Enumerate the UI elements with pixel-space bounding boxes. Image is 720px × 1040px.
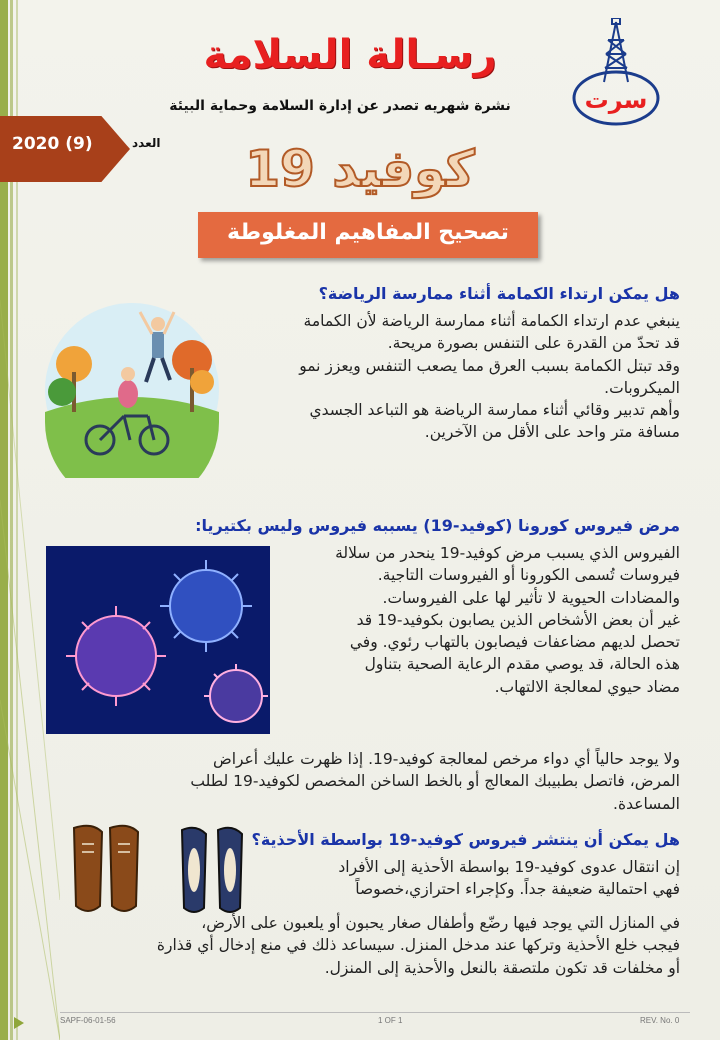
issue-number: 2020 (9)	[12, 134, 93, 154]
body-line: فيجب خلع الأحذية وتركها عند مدخل المنزل. سيساعد ذلك في منع إدخال أي قذارة	[156, 936, 680, 955]
topic-title: كوفيد 19	[245, 140, 475, 198]
topic-banner-text: تصحيح المفاهيم المغلوطة	[227, 220, 509, 245]
footer-divider	[60, 1012, 690, 1013]
next-arrow-icon[interactable]	[12, 1016, 26, 1030]
logo-text: سرت	[584, 86, 648, 114]
section-heading: مرض فيروس كورونا (كوفيد-19) يسببه فيروس وليس بكتيريا:	[195, 516, 680, 535]
body-line: ولا يوجد حالياً أي دواء مرخص لمعالجة كوفيد-19. إذا ظهرت عليك أعراض	[212, 750, 680, 768]
body-line: وأهم تدبير وقائي أثناء ممارسة الرياضة هو التباعد الجسدي	[309, 401, 680, 420]
section-body	[280, 856, 680, 901]
body-line: الفيروس الذي يسبب مرض كوفيد-19 ينحدر من سلالة	[335, 544, 680, 562]
body-line: إن انتقال عدوى كوفيد-19 بواسطة الأحذية إلى الأفراد	[338, 858, 680, 876]
body-line: مسافة متر واحد على الأقل من الآخرين.	[424, 423, 680, 442]
footer-doc-code: SAPF-06-01-56	[60, 1016, 116, 1025]
section-body	[60, 912, 680, 979]
body-line: الميكروبات.	[604, 378, 680, 397]
cycling-illustration	[44, 302, 220, 478]
body-line: في المنازل التي يوجد فيها رضّع وأطفال صغار يحبون أو يلعبون على الأرض،	[201, 914, 680, 932]
issue-label: العدد	[132, 136, 161, 150]
body-line: تحصل لديهم مضاعفات فيصابون بالتهاب رئوي. وفي	[349, 633, 680, 652]
footer-page: 1 OF 1	[378, 1016, 403, 1025]
section-body	[60, 748, 680, 815]
body-line: هذه الحالة، قد يوصي مقدم الرعاية الصحية بتناول	[364, 655, 680, 674]
section-heading: هل يمكن ارتداء الكمامة أثناء ممارسة الرياضة؟	[318, 284, 680, 303]
body-line: والمضادات الحيوية لا تأثير لها على الفيروسات.	[382, 588, 680, 607]
body-line: وقد تبتل الكمامة بسبب العرق مما يصعب التنفس ويعزز نمو	[299, 356, 680, 375]
virus-illustration	[46, 546, 270, 734]
body-line: فهي احتمالية ضعيفة جداً. وكإجراء احترازي،خصوصاً	[355, 880, 680, 899]
newsletter-subtitle: نشرة شهريه تصدر عن إدارة السلامة وحماية البيئة	[169, 98, 511, 114]
body-line: فيروسات تُسمى الكورونا أو الفيروسات التاجية.	[377, 566, 680, 585]
footer-revision: REV. No. 0	[640, 1016, 680, 1025]
body-line: المساعدة.	[613, 794, 680, 813]
section-body	[280, 542, 680, 698]
body-line: غير أن بعض الأشخاص الذين يصابون بكوفيد-19 قد	[356, 610, 680, 629]
body-line: مضاد حيوي لمعالجة الالتهاب.	[494, 677, 680, 696]
body-line: قد تحدّ من القدرة على التنفس بصورة مريحة.	[387, 334, 680, 353]
shoes-illustration	[66, 822, 264, 918]
company-logo	[570, 18, 662, 128]
section-body	[230, 310, 680, 444]
body-line: ينبغي عدم ارتداء الكمامة أثناء ممارسة الرياضة لأن الكمامة	[303, 312, 680, 330]
body-line: أو مخلفات قد تكون ملتصقة بالنعل والأحذية إلى المنزل.	[324, 958, 680, 977]
section-heading: هل يمكن أن ينتشر فيروس كوفيد-19 بواسطة الأحذية؟	[251, 830, 680, 849]
newsletter-title: رسـالة السلامة	[203, 32, 497, 78]
body-line: المرض، فاتصل بطبيبك المعالج أو بالخط الساخن المخصص لكوفيد-19 لطلب	[190, 772, 680, 791]
